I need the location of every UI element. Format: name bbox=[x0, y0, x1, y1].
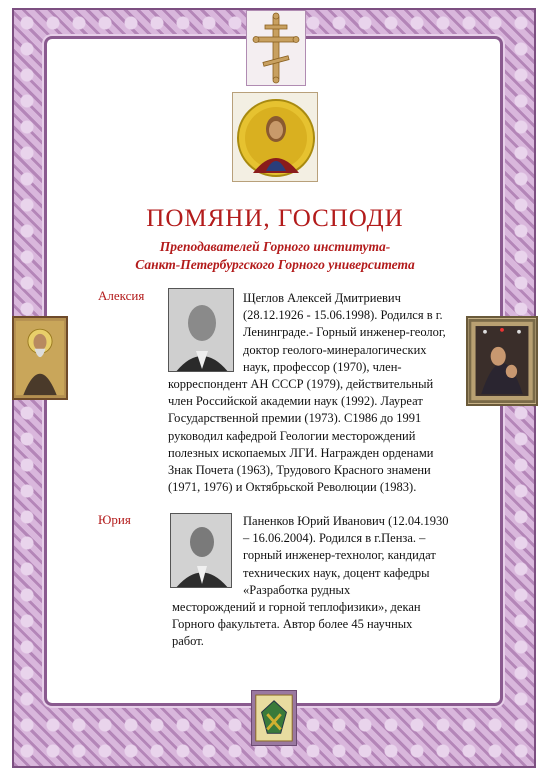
entry-1-bio-top bbox=[243, 290, 463, 376]
entry-1-name-label: Алексия bbox=[98, 288, 145, 303]
saint-icon bbox=[12, 316, 68, 400]
entry-2-bio-bottom bbox=[172, 599, 463, 651]
bio-line: Ленинграде.- Горный инженер-геолог, bbox=[243, 325, 446, 340]
bio-line: полезных ископаемых ЛГИ. Награжден орденами bbox=[168, 445, 434, 460]
bio-line: (28.12.1926 - 15.06.1998). Родился в г. bbox=[243, 308, 443, 323]
bio-line: руководил кафедрой Геологии месторождений bbox=[168, 428, 416, 443]
subtitle-line-2: Санкт-Петербургского Горного университета bbox=[135, 257, 415, 272]
bio-line: наук, профессор (1970), член- bbox=[243, 359, 402, 374]
entry-2-portrait bbox=[170, 513, 232, 588]
theotokos-icon bbox=[466, 316, 538, 406]
bio-line: доктор геолого-минералогических bbox=[243, 342, 427, 357]
entry-1-portrait bbox=[168, 288, 234, 372]
bio-line: Государственной премии (1973). С1986 до 1991 bbox=[168, 411, 422, 426]
entry-1-bio-bottom bbox=[168, 376, 463, 496]
bio-line: «Разработка рудных bbox=[243, 582, 351, 597]
bio-line: технических наук, доцент кафедры bbox=[243, 565, 430, 580]
page-title: ПОМЯНИ, ГОСПОДИ bbox=[146, 205, 404, 232]
bio-line: член Российской академии наук (1992). Лауреат bbox=[168, 394, 423, 409]
bio-line: работ. bbox=[172, 634, 204, 649]
bio-line: (1971, 1976) и Октябрьской Революции (1983). bbox=[168, 480, 417, 495]
mining-emblem-icon bbox=[251, 690, 297, 746]
entry-2-name-label: Юрия bbox=[98, 512, 131, 527]
bio-line: Горного факультета. Автор более 45 научных bbox=[172, 617, 413, 632]
orthodox-cross-icon bbox=[246, 10, 306, 86]
christ-icon bbox=[232, 92, 318, 182]
bio-line: месторождений и горной теплофизики», декан bbox=[172, 600, 421, 614]
bio-line: Знак Почета (1963), Трудового Красного знамени bbox=[168, 463, 431, 478]
bio-line: Паненков Юрий Иванович (12.04.1930 bbox=[243, 514, 449, 528]
bio-line: корреспондент АН СССР (1979), действительный bbox=[168, 377, 434, 391]
bio-line: – 16.06.2004). Родился в г.Пенза. – bbox=[243, 531, 426, 546]
bio-line: Щеглов Алексей Дмитриевич bbox=[243, 291, 401, 305]
bio-line: горный инженер-технолог, кандидат bbox=[243, 548, 436, 563]
entry-2-bio-top bbox=[243, 513, 463, 599]
subtitle-line-1: Преподавателей Горного института- bbox=[159, 239, 391, 254]
